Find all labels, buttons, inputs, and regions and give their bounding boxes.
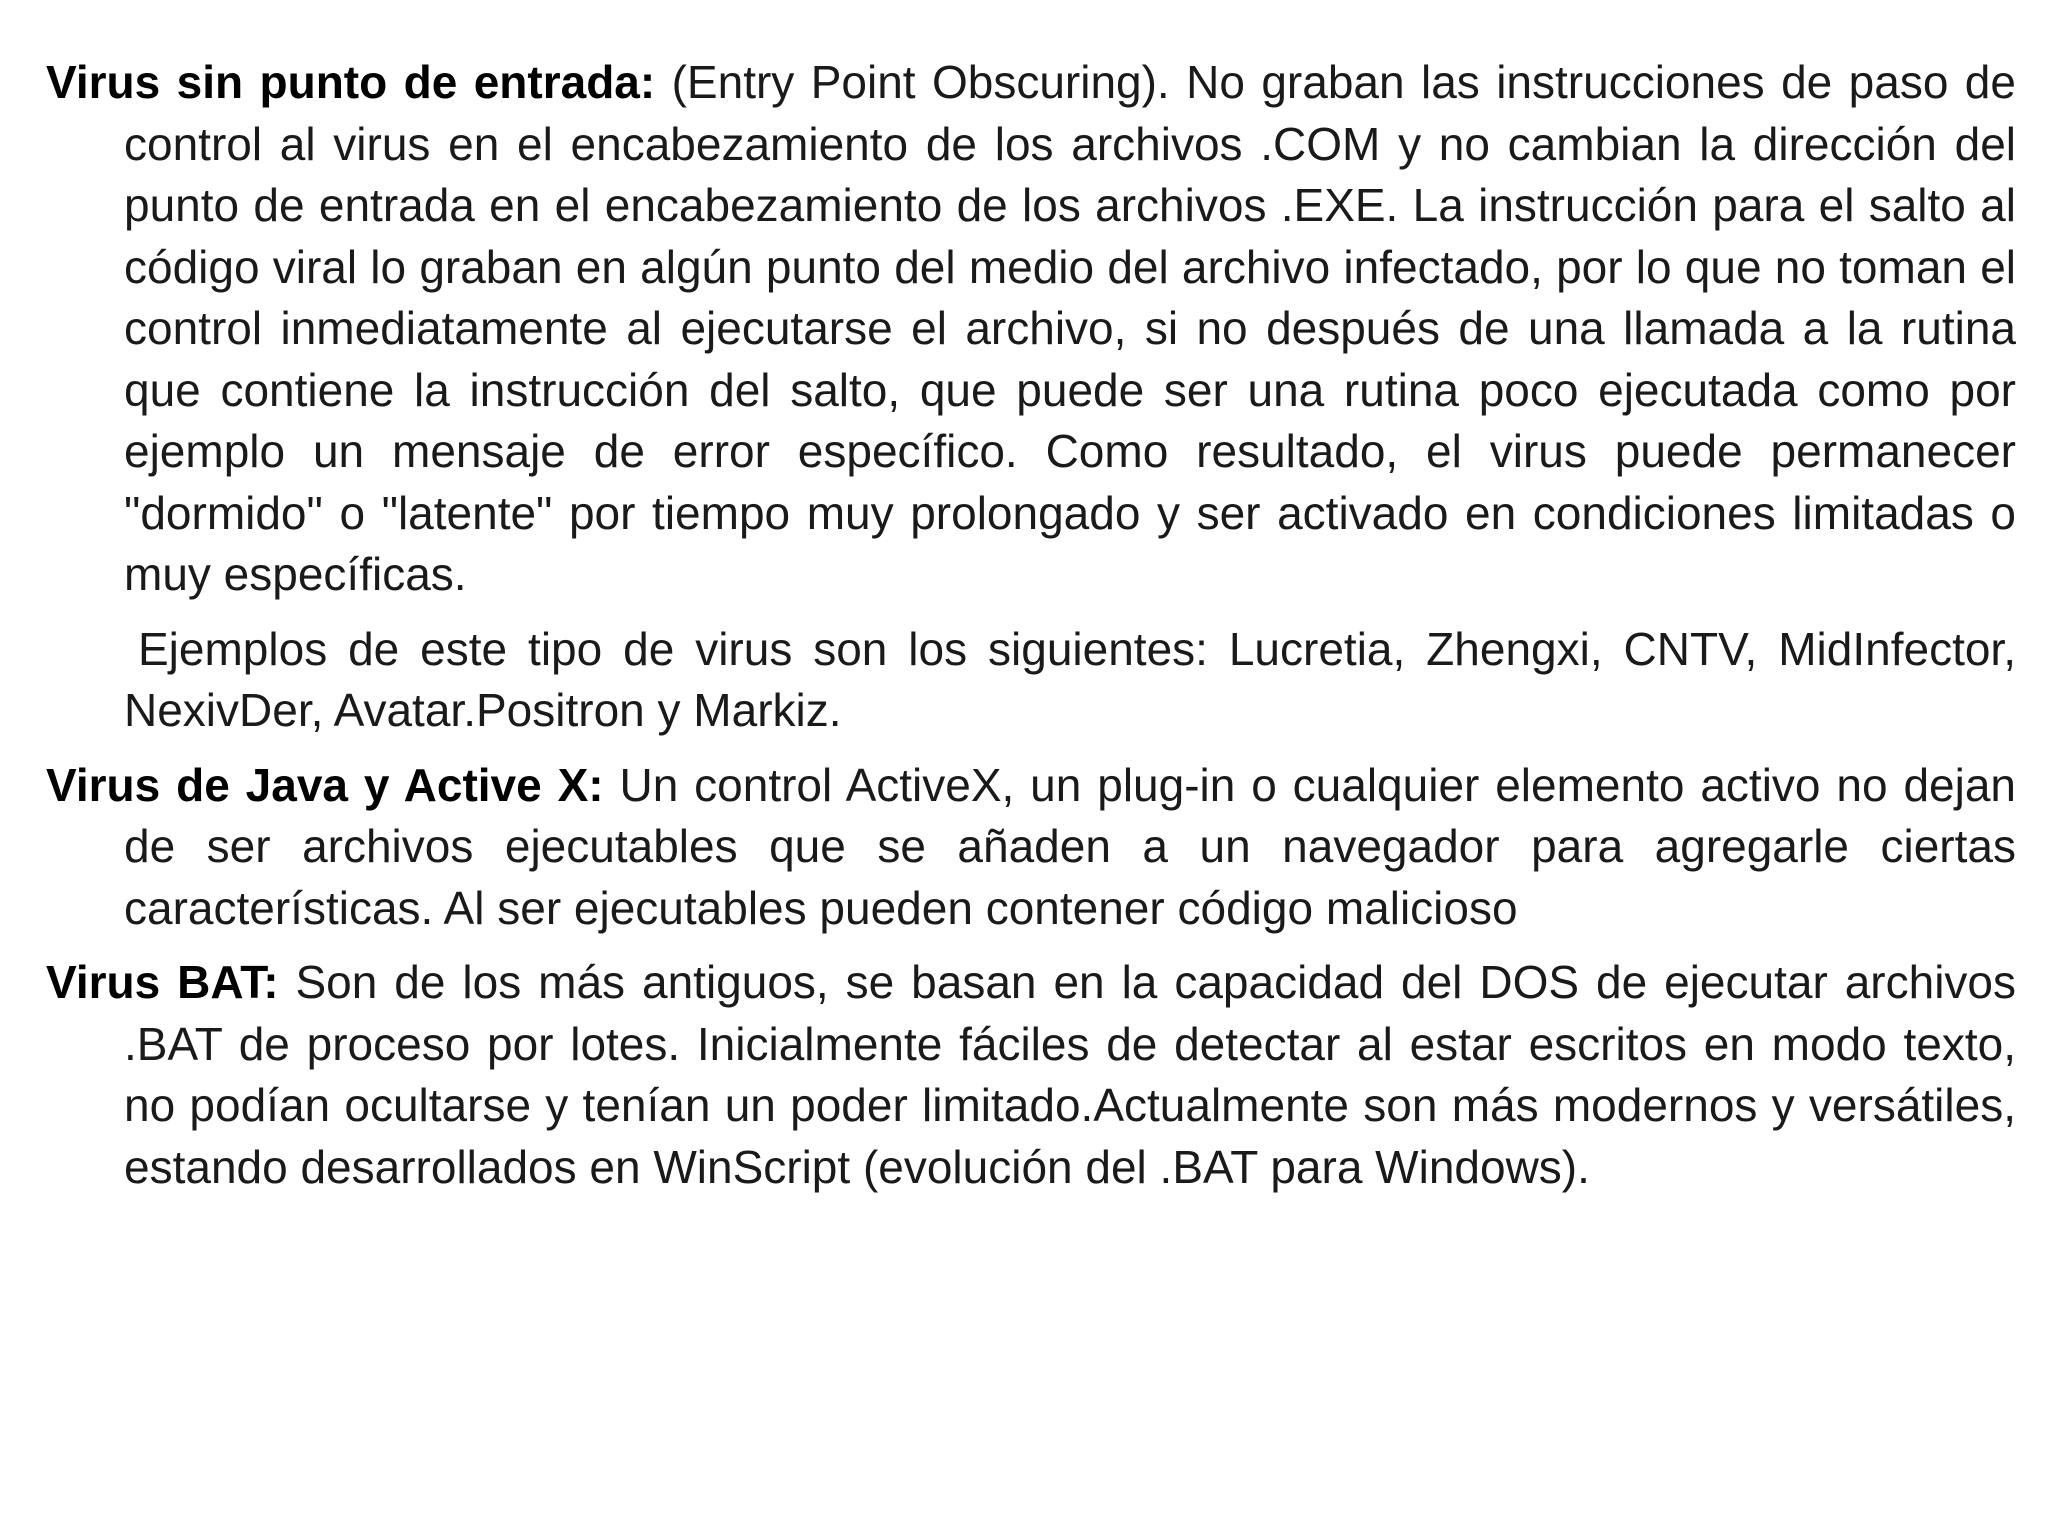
entry-ejemplos	[46, 619, 2016, 742]
entry-text: (Entry Point Obscuring). No graban las instrucciones de paso de control al virus en el encabezamiento de los archivos .COM y no cambian la dirección del punto de entrada en el encabezamiento de los archivos .EXE. La instrucción para el salto al código viral lo graban en algún punto del medio del archivo infectado, por lo que no toman el control inmediatamente al ejecutarse el archivo, si no después de una llamada a la rutina que contiene la instrucción del salto, que puede ser una rutina poco ejecutada como por ejemplo un mensaje de error específico. Como resultado, el virus puede permanecer "dormido" o "latente" por tiempo muy prolongado y ser activado en condiciones limitadas o muy específicas.	[124, 56, 2016, 600]
entry-virus-sin-punto-de-entrada	[46, 52, 2016, 606]
entry-text: Ejemplos de este tipo de virus son los siguientes: Lucretia, Zhengxi, CNTV, MidInfector, NexivDer, Avatar.Positron y Markiz.	[124, 622, 2016, 736]
entry-virus-bat	[46, 952, 2016, 1198]
entry-text: Son de los más antiguos, se basan en la capacidad del DOS de ejecutar archivos .BAT de proceso por lotes. Inicialmente fáciles de detectar al estar escritos en modo texto, no podían ocultarse y tenían un poder limitado.Actualmente son más modernos y versátiles, estando desarrollados en WinScript (evolución del .BAT para Windows).	[124, 956, 2016, 1193]
entry-term: Virus BAT:	[46, 956, 279, 1008]
slide-body	[46, 52, 2016, 1211]
entry-virus-java-activex	[46, 755, 2016, 940]
entry-term: Virus de Java y Active X:	[46, 758, 604, 811]
entry-term: Virus sin punto de entrada:	[46, 56, 656, 108]
entry-text: Un control ActiveX, un plug-in o cualquier elemento activo no dejan de ser archivos ejecutables que se añaden a un navegador para agregarle ciertas características. Al ser ejecutables pueden contener código malicioso	[124, 758, 2016, 934]
